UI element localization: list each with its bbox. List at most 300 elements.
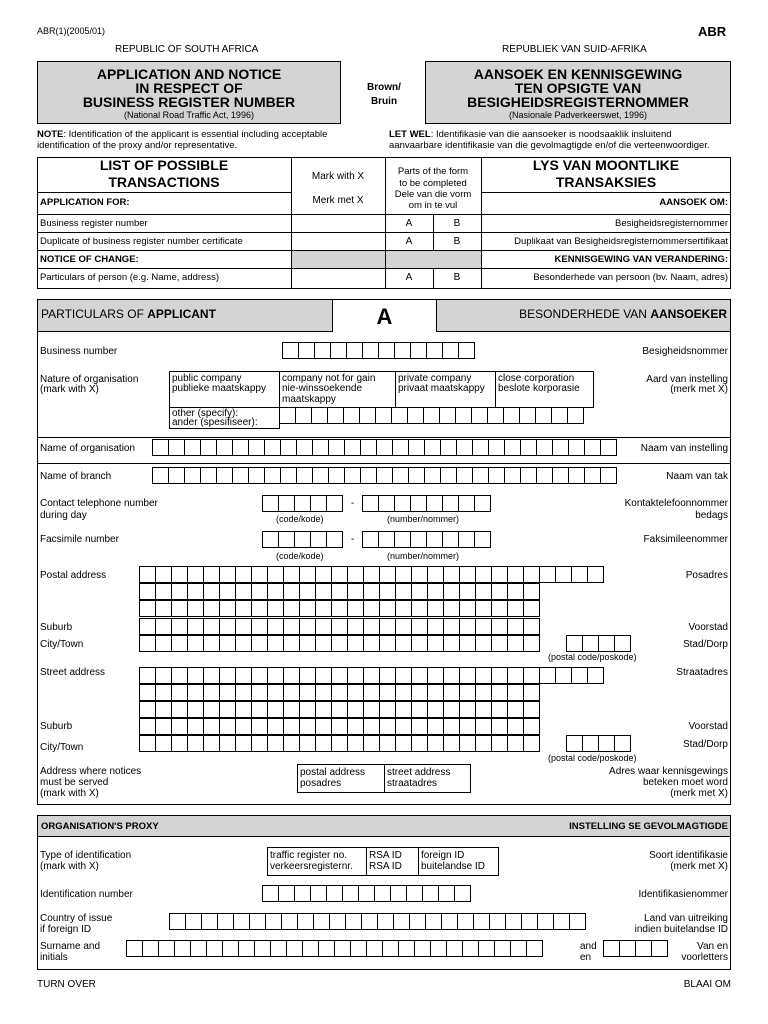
char-cell[interactable] bbox=[283, 718, 300, 735]
id-number-input[interactable] bbox=[262, 885, 470, 902]
char-cell[interactable] bbox=[216, 439, 233, 456]
char-cell[interactable] bbox=[235, 718, 252, 735]
char-cell[interactable] bbox=[267, 718, 284, 735]
char-cell[interactable] bbox=[267, 566, 284, 583]
option-other[interactable]: other (specify): ander (spesifiseer): bbox=[169, 407, 280, 429]
char-cell[interactable] bbox=[619, 940, 636, 957]
char-cell[interactable] bbox=[283, 600, 300, 617]
char-cell[interactable] bbox=[262, 531, 279, 548]
char-cell[interactable] bbox=[155, 718, 172, 735]
char-cell[interactable] bbox=[139, 701, 156, 718]
char-cell[interactable] bbox=[427, 635, 444, 652]
char-cell[interactable] bbox=[299, 618, 316, 635]
char-cell[interactable] bbox=[552, 439, 569, 456]
char-cell[interactable] bbox=[519, 407, 536, 424]
char-cell[interactable] bbox=[219, 718, 236, 735]
char-cell[interactable] bbox=[142, 940, 159, 957]
char-cell[interactable] bbox=[395, 684, 412, 701]
char-cell[interactable] bbox=[219, 618, 236, 635]
char-cell[interactable] bbox=[411, 667, 428, 684]
char-cell[interactable] bbox=[171, 600, 188, 617]
char-cell[interactable] bbox=[235, 566, 252, 583]
char-cell[interactable] bbox=[539, 566, 556, 583]
char-cell[interactable] bbox=[552, 467, 569, 484]
char-cell[interactable] bbox=[504, 467, 521, 484]
char-cell[interactable] bbox=[411, 600, 428, 617]
char-cell[interactable] bbox=[328, 439, 345, 456]
char-cell[interactable] bbox=[523, 635, 540, 652]
char-cell[interactable] bbox=[152, 467, 169, 484]
char-cell[interactable] bbox=[379, 635, 396, 652]
char-cell[interactable] bbox=[203, 718, 220, 735]
char-cell[interactable] bbox=[206, 940, 223, 957]
char-cell[interactable] bbox=[299, 600, 316, 617]
char-cell[interactable] bbox=[520, 467, 537, 484]
char-cell[interactable] bbox=[427, 667, 444, 684]
char-cell[interactable] bbox=[566, 735, 583, 752]
char-cell[interactable] bbox=[411, 618, 428, 635]
char-cell[interactable] bbox=[155, 735, 172, 752]
char-cell[interactable] bbox=[507, 618, 524, 635]
char-cell[interactable] bbox=[139, 583, 156, 600]
char-cell[interactable] bbox=[331, 718, 348, 735]
char-cell[interactable] bbox=[267, 667, 284, 684]
char-cell[interactable] bbox=[523, 583, 540, 600]
char-cell[interactable] bbox=[442, 495, 459, 512]
char-cell[interactable] bbox=[408, 439, 425, 456]
char-cell[interactable] bbox=[537, 913, 554, 930]
char-cell[interactable] bbox=[267, 583, 284, 600]
char-cell[interactable] bbox=[200, 467, 217, 484]
char-cell[interactable] bbox=[171, 684, 188, 701]
char-cell[interactable] bbox=[507, 583, 524, 600]
char-cell[interactable] bbox=[251, 635, 268, 652]
char-cell[interactable] bbox=[363, 566, 380, 583]
char-cell[interactable] bbox=[235, 583, 252, 600]
char-cell[interactable] bbox=[379, 684, 396, 701]
char-cell[interactable] bbox=[394, 531, 411, 548]
char-cell[interactable] bbox=[267, 600, 284, 617]
char-cell[interactable] bbox=[347, 583, 364, 600]
char-cell[interactable] bbox=[422, 885, 439, 902]
char-cell[interactable] bbox=[441, 913, 458, 930]
tx-row3-mark[interactable] bbox=[292, 269, 385, 288]
char-cell[interactable] bbox=[426, 531, 443, 548]
char-cell[interactable] bbox=[459, 618, 476, 635]
char-cell[interactable] bbox=[395, 735, 412, 752]
char-cell[interactable] bbox=[523, 566, 540, 583]
char-cell[interactable] bbox=[139, 684, 156, 701]
char-cell[interactable] bbox=[395, 667, 412, 684]
char-cell[interactable] bbox=[472, 439, 489, 456]
char-cell[interactable] bbox=[553, 913, 570, 930]
char-cell[interactable] bbox=[219, 735, 236, 752]
char-cell[interactable] bbox=[200, 439, 217, 456]
char-cell[interactable] bbox=[299, 718, 316, 735]
char-cell[interactable] bbox=[569, 913, 586, 930]
char-cell[interactable] bbox=[201, 913, 218, 930]
char-cell[interactable] bbox=[187, 600, 204, 617]
char-cell[interactable] bbox=[299, 667, 316, 684]
business-number-input[interactable] bbox=[282, 342, 474, 359]
char-cell[interactable] bbox=[566, 635, 583, 652]
postal-line1-input[interactable] bbox=[139, 566, 603, 583]
tx-row1-mark[interactable] bbox=[292, 215, 385, 232]
char-cell[interactable] bbox=[299, 735, 316, 752]
branch-input[interactable] bbox=[152, 467, 616, 484]
surname-input[interactable] bbox=[126, 940, 542, 957]
char-cell[interactable] bbox=[475, 583, 492, 600]
char-cell[interactable] bbox=[390, 885, 407, 902]
char-cell[interactable] bbox=[363, 600, 380, 617]
char-cell[interactable] bbox=[503, 407, 520, 424]
char-cell[interactable] bbox=[169, 913, 186, 930]
char-cell[interactable] bbox=[456, 467, 473, 484]
char-cell[interactable] bbox=[297, 913, 314, 930]
char-cell[interactable] bbox=[600, 467, 617, 484]
char-cell[interactable] bbox=[126, 940, 143, 957]
char-cell[interactable] bbox=[329, 913, 346, 930]
char-cell[interactable] bbox=[411, 718, 428, 735]
org-name-input[interactable] bbox=[152, 439, 616, 456]
char-cell[interactable] bbox=[248, 467, 265, 484]
char-cell[interactable] bbox=[219, 635, 236, 652]
char-cell[interactable] bbox=[347, 600, 364, 617]
char-cell[interactable] bbox=[331, 701, 348, 718]
char-cell[interactable] bbox=[491, 583, 508, 600]
char-cell[interactable] bbox=[315, 684, 332, 701]
char-cell[interactable] bbox=[443, 635, 460, 652]
char-cell[interactable] bbox=[491, 718, 508, 735]
char-cell[interactable] bbox=[299, 566, 316, 583]
char-cell[interactable] bbox=[475, 684, 492, 701]
char-cell[interactable] bbox=[347, 667, 364, 684]
char-cell[interactable] bbox=[475, 635, 492, 652]
char-cell[interactable] bbox=[296, 439, 313, 456]
tel-number-input[interactable] bbox=[362, 495, 490, 512]
char-cell[interactable] bbox=[363, 667, 380, 684]
char-cell[interactable] bbox=[379, 667, 396, 684]
char-cell[interactable] bbox=[249, 913, 266, 930]
char-cell[interactable] bbox=[187, 684, 204, 701]
char-cell[interactable] bbox=[315, 635, 332, 652]
char-cell[interactable] bbox=[551, 407, 568, 424]
char-cell[interactable] bbox=[281, 913, 298, 930]
char-cell[interactable] bbox=[342, 885, 359, 902]
char-cell[interactable] bbox=[440, 467, 457, 484]
char-cell[interactable] bbox=[555, 566, 572, 583]
char-cell[interactable] bbox=[523, 684, 540, 701]
char-cell[interactable] bbox=[171, 618, 188, 635]
char-cell[interactable] bbox=[283, 667, 300, 684]
char-cell[interactable] bbox=[326, 531, 343, 548]
char-cell[interactable] bbox=[152, 439, 169, 456]
char-cell[interactable] bbox=[310, 531, 327, 548]
street-line3-input[interactable] bbox=[139, 701, 539, 718]
char-cell[interactable] bbox=[392, 439, 409, 456]
char-cell[interactable] bbox=[409, 913, 426, 930]
char-cell[interactable] bbox=[203, 701, 220, 718]
char-cell[interactable] bbox=[475, 667, 492, 684]
char-cell[interactable] bbox=[347, 684, 364, 701]
char-cell[interactable] bbox=[299, 684, 316, 701]
char-cell[interactable] bbox=[302, 940, 319, 957]
char-cell[interactable] bbox=[443, 667, 460, 684]
char-cell[interactable] bbox=[362, 531, 379, 548]
char-cell[interactable] bbox=[327, 407, 344, 424]
char-cell[interactable] bbox=[475, 718, 492, 735]
char-cell[interactable] bbox=[491, 701, 508, 718]
char-cell[interactable] bbox=[377, 913, 394, 930]
street-line1-input[interactable] bbox=[139, 667, 603, 684]
char-cell[interactable] bbox=[507, 667, 524, 684]
char-cell[interactable] bbox=[235, 667, 252, 684]
char-cell[interactable] bbox=[426, 495, 443, 512]
char-cell[interactable] bbox=[251, 735, 268, 752]
char-cell[interactable] bbox=[395, 701, 412, 718]
char-cell[interactable] bbox=[523, 600, 540, 617]
char-cell[interactable] bbox=[155, 618, 172, 635]
char-cell[interactable] bbox=[184, 439, 201, 456]
char-cell[interactable] bbox=[379, 600, 396, 617]
char-cell[interactable] bbox=[491, 618, 508, 635]
postal-line3-input[interactable] bbox=[139, 600, 539, 617]
char-cell[interactable] bbox=[171, 667, 188, 684]
char-cell[interactable] bbox=[251, 566, 268, 583]
char-cell[interactable] bbox=[379, 735, 396, 752]
char-cell[interactable] bbox=[427, 701, 444, 718]
char-cell[interactable] bbox=[427, 718, 444, 735]
fax-number-input[interactable] bbox=[362, 531, 490, 548]
char-cell[interactable] bbox=[395, 618, 412, 635]
char-cell[interactable] bbox=[568, 439, 585, 456]
char-cell[interactable] bbox=[294, 495, 311, 512]
char-cell[interactable] bbox=[283, 735, 300, 752]
char-cell[interactable] bbox=[454, 885, 471, 902]
char-cell[interactable] bbox=[203, 735, 220, 752]
char-cell[interactable] bbox=[427, 618, 444, 635]
char-cell[interactable] bbox=[474, 531, 491, 548]
char-cell[interactable] bbox=[391, 407, 408, 424]
char-cell[interactable] bbox=[315, 735, 332, 752]
char-cell[interactable] bbox=[171, 735, 188, 752]
char-cell[interactable] bbox=[283, 635, 300, 652]
char-cell[interactable] bbox=[278, 531, 295, 548]
char-cell[interactable] bbox=[311, 407, 328, 424]
char-cell[interactable] bbox=[283, 566, 300, 583]
char-cell[interactable] bbox=[366, 940, 383, 957]
char-cell[interactable] bbox=[488, 439, 505, 456]
char-cell[interactable] bbox=[472, 467, 489, 484]
char-cell[interactable] bbox=[443, 735, 460, 752]
char-cell[interactable] bbox=[411, 701, 428, 718]
char-cell[interactable] bbox=[315, 600, 332, 617]
char-cell[interactable] bbox=[314, 342, 331, 359]
char-cell[interactable] bbox=[507, 735, 524, 752]
postal-city-input[interactable] bbox=[139, 635, 539, 652]
char-cell[interactable] bbox=[331, 600, 348, 617]
char-cell[interactable] bbox=[523, 701, 540, 718]
country-input[interactable] bbox=[169, 913, 585, 930]
char-cell[interactable] bbox=[168, 467, 185, 484]
char-cell[interactable] bbox=[376, 439, 393, 456]
char-cell[interactable] bbox=[171, 583, 188, 600]
char-cell[interactable] bbox=[411, 635, 428, 652]
char-cell[interactable] bbox=[587, 566, 604, 583]
char-cell[interactable] bbox=[406, 885, 423, 902]
char-cell[interactable] bbox=[331, 735, 348, 752]
char-cell[interactable] bbox=[155, 667, 172, 684]
char-cell[interactable] bbox=[280, 439, 297, 456]
tx-row2-mark[interactable] bbox=[292, 233, 385, 250]
char-cell[interactable] bbox=[375, 407, 392, 424]
char-cell[interactable] bbox=[330, 342, 347, 359]
char-cell[interactable] bbox=[443, 600, 460, 617]
char-cell[interactable] bbox=[347, 735, 364, 752]
char-cell[interactable] bbox=[408, 467, 425, 484]
option-traffic-register[interactable]: traffic register no. verkeersregisternr. bbox=[270, 850, 353, 872]
char-cell[interactable] bbox=[238, 940, 255, 957]
char-cell[interactable] bbox=[521, 913, 538, 930]
char-cell[interactable] bbox=[507, 600, 524, 617]
char-cell[interactable] bbox=[427, 684, 444, 701]
char-cell[interactable] bbox=[251, 684, 268, 701]
street-code-input[interactable] bbox=[566, 735, 630, 752]
char-cell[interactable] bbox=[379, 718, 396, 735]
char-cell[interactable] bbox=[326, 885, 343, 902]
char-cell[interactable] bbox=[427, 735, 444, 752]
char-cell[interactable] bbox=[187, 718, 204, 735]
char-cell[interactable] bbox=[315, 566, 332, 583]
char-cell[interactable] bbox=[187, 566, 204, 583]
char-cell[interactable] bbox=[462, 940, 479, 957]
char-cell[interactable] bbox=[299, 701, 316, 718]
char-cell[interactable] bbox=[487, 407, 504, 424]
char-cell[interactable] bbox=[475, 618, 492, 635]
char-cell[interactable] bbox=[299, 583, 316, 600]
char-cell[interactable] bbox=[455, 407, 472, 424]
char-cell[interactable] bbox=[459, 583, 476, 600]
char-cell[interactable] bbox=[459, 600, 476, 617]
char-cell[interactable] bbox=[168, 439, 185, 456]
option-public-company[interactable]: public company publieke maatskappy bbox=[172, 373, 266, 394]
char-cell[interactable] bbox=[491, 566, 508, 583]
char-cell[interactable] bbox=[283, 684, 300, 701]
char-cell[interactable] bbox=[442, 342, 459, 359]
char-cell[interactable] bbox=[361, 913, 378, 930]
char-cell[interactable] bbox=[523, 667, 540, 684]
street-line2-input[interactable] bbox=[139, 684, 539, 701]
char-cell[interactable] bbox=[423, 407, 440, 424]
char-cell[interactable] bbox=[251, 583, 268, 600]
char-cell[interactable] bbox=[233, 913, 250, 930]
char-cell[interactable] bbox=[313, 913, 330, 930]
char-cell[interactable] bbox=[270, 940, 287, 957]
char-cell[interactable] bbox=[267, 684, 284, 701]
char-cell[interactable] bbox=[394, 342, 411, 359]
char-cell[interactable] bbox=[203, 618, 220, 635]
char-cell[interactable] bbox=[219, 566, 236, 583]
char-cell[interactable] bbox=[264, 467, 281, 484]
char-cell[interactable] bbox=[360, 467, 377, 484]
char-cell[interactable] bbox=[442, 531, 459, 548]
char-cell[interactable] bbox=[155, 600, 172, 617]
option-company-not-for-gain[interactable]: company not for gain nie-winssoekende maatskappy bbox=[282, 373, 376, 405]
char-cell[interactable] bbox=[475, 735, 492, 752]
char-cell[interactable] bbox=[614, 735, 631, 752]
char-cell[interactable] bbox=[310, 495, 327, 512]
char-cell[interactable] bbox=[507, 718, 524, 735]
char-cell[interactable] bbox=[235, 684, 252, 701]
char-cell[interactable] bbox=[459, 684, 476, 701]
char-cell[interactable] bbox=[139, 667, 156, 684]
char-cell[interactable] bbox=[379, 701, 396, 718]
char-cell[interactable] bbox=[185, 913, 202, 930]
char-cell[interactable] bbox=[298, 342, 315, 359]
char-cell[interactable] bbox=[411, 735, 428, 752]
char-cell[interactable] bbox=[331, 618, 348, 635]
char-cell[interactable] bbox=[155, 566, 172, 583]
char-cell[interactable] bbox=[296, 467, 313, 484]
char-cell[interactable] bbox=[251, 600, 268, 617]
char-cell[interactable] bbox=[315, 667, 332, 684]
char-cell[interactable] bbox=[295, 407, 312, 424]
char-cell[interactable] bbox=[491, 667, 508, 684]
char-cell[interactable] bbox=[378, 342, 395, 359]
char-cell[interactable] bbox=[459, 735, 476, 752]
char-cell[interactable] bbox=[265, 913, 282, 930]
char-cell[interactable] bbox=[139, 718, 156, 735]
char-cell[interactable] bbox=[414, 940, 431, 957]
char-cell[interactable] bbox=[174, 940, 191, 957]
char-cell[interactable] bbox=[267, 635, 284, 652]
char-cell[interactable] bbox=[494, 940, 511, 957]
char-cell[interactable] bbox=[507, 684, 524, 701]
char-cell[interactable] bbox=[374, 885, 391, 902]
char-cell[interactable] bbox=[582, 635, 599, 652]
char-cell[interactable] bbox=[350, 940, 367, 957]
char-cell[interactable] bbox=[411, 583, 428, 600]
char-cell[interactable] bbox=[267, 735, 284, 752]
char-cell[interactable] bbox=[187, 701, 204, 718]
char-cell[interactable] bbox=[504, 439, 521, 456]
char-cell[interactable] bbox=[331, 667, 348, 684]
char-cell[interactable] bbox=[187, 583, 204, 600]
char-cell[interactable] bbox=[539, 667, 556, 684]
char-cell[interactable] bbox=[251, 618, 268, 635]
char-cell[interactable] bbox=[318, 940, 335, 957]
char-cell[interactable] bbox=[155, 583, 172, 600]
char-cell[interactable] bbox=[457, 913, 474, 930]
char-cell[interactable] bbox=[217, 913, 234, 930]
char-cell[interactable] bbox=[187, 618, 204, 635]
char-cell[interactable] bbox=[382, 940, 399, 957]
char-cell[interactable] bbox=[555, 667, 572, 684]
char-cell[interactable] bbox=[139, 566, 156, 583]
char-cell[interactable] bbox=[379, 618, 396, 635]
option-rsa-id[interactable]: RSA ID RSA ID bbox=[369, 850, 402, 872]
char-cell[interactable] bbox=[155, 684, 172, 701]
char-cell[interactable] bbox=[315, 618, 332, 635]
char-cell[interactable] bbox=[536, 467, 553, 484]
char-cell[interactable] bbox=[395, 566, 412, 583]
char-cell[interactable] bbox=[438, 885, 455, 902]
char-cell[interactable] bbox=[363, 618, 380, 635]
char-cell[interactable] bbox=[571, 566, 588, 583]
char-cell[interactable] bbox=[155, 701, 172, 718]
char-cell[interactable] bbox=[362, 342, 379, 359]
postal-suburb-input[interactable] bbox=[139, 618, 539, 635]
